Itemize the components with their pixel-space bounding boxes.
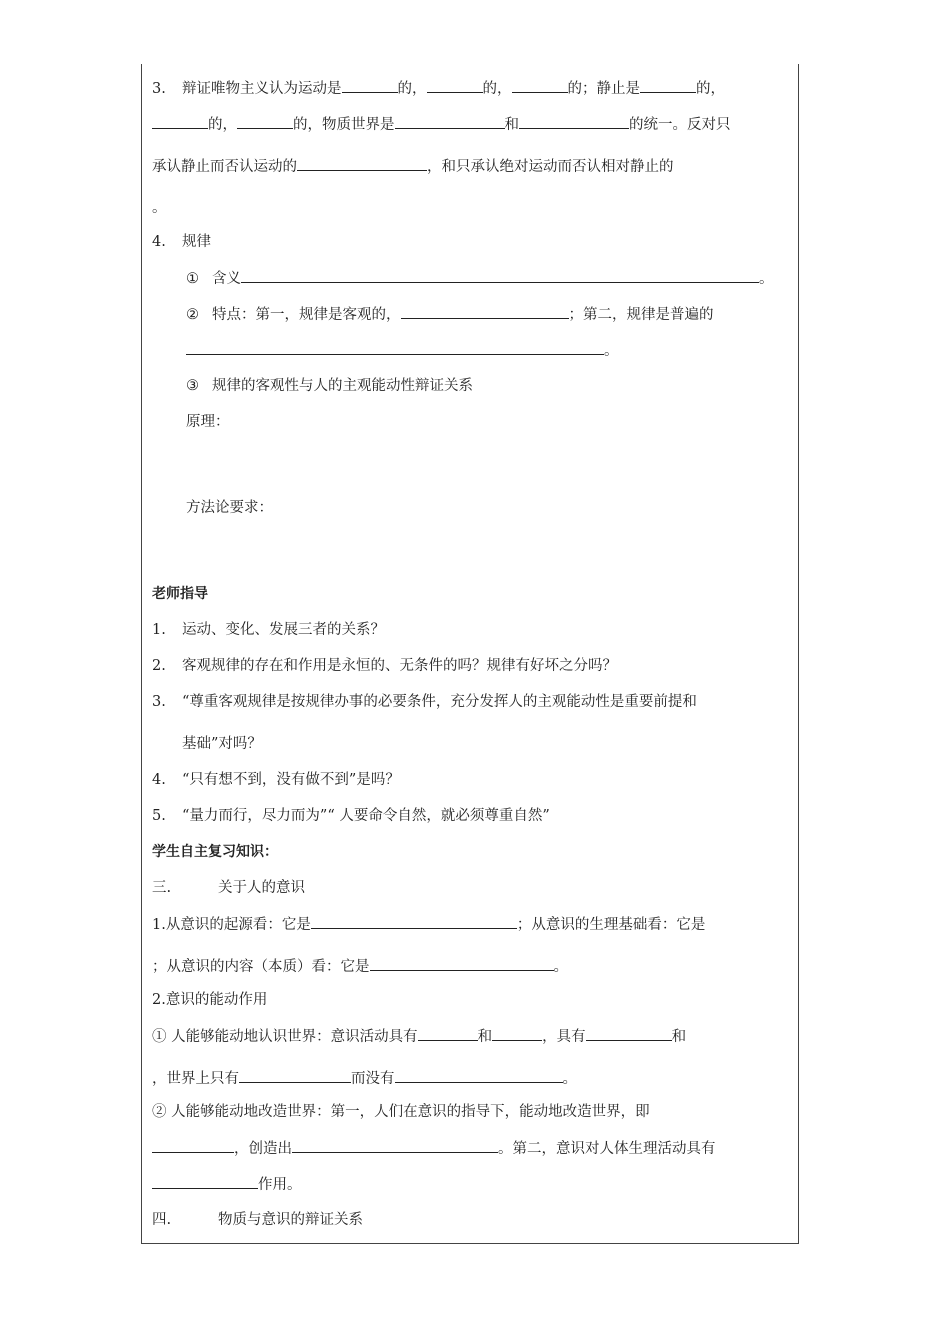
s3-line-1: 3. 辩证唯物主义认为运动是 的， 的， 的；静止是 的， xyxy=(152,78,725,99)
blank[interactable] xyxy=(292,1138,498,1153)
blank[interactable] xyxy=(512,78,568,93)
blank[interactable] xyxy=(640,78,696,93)
s4-heading: 4. 规律 xyxy=(152,234,211,250)
student-line-1: 1.从意识的起源看：它是 ；从意识的生理基础看：它是 xyxy=(152,914,705,935)
blank[interactable] xyxy=(186,340,604,355)
blank[interactable] xyxy=(241,268,759,283)
student-line-7: ，创造出 。第二，意识对人体生理活动具有 xyxy=(152,1138,716,1159)
teacher-item: 5. “量力而行，尽力而为”“ 人要命令自然，就必须尊重自然” xyxy=(152,808,550,824)
student-line-4: ① 人能够能动地认识世界：意识活动具有 和 ，具有 和 xyxy=(152,1026,686,1047)
student-line-6: ② 人能够能动地改造世界：第一，人们在意识的指导下，能动地改造世界，即 xyxy=(152,1104,650,1120)
blank[interactable] xyxy=(370,956,554,971)
blank[interactable] xyxy=(492,1026,542,1041)
blank[interactable] xyxy=(401,304,569,319)
s4-title: 规律 xyxy=(182,234,211,250)
blank[interactable] xyxy=(427,78,483,93)
teacher-heading: 老师指导 xyxy=(152,586,208,602)
section-3-heading: 三. 关于人的意识 xyxy=(152,880,305,896)
teacher-item: 2. 客观规律的存在和作用是永恒的、无条件的吗？规律有好坏之分吗？ xyxy=(152,658,617,674)
s3-number: 3. xyxy=(152,81,166,97)
teacher-item-cont: 基础”对吗？ xyxy=(182,736,262,752)
blank[interactable] xyxy=(418,1026,478,1041)
blank[interactable] xyxy=(342,78,398,93)
blank[interactable] xyxy=(586,1026,672,1041)
blank[interactable] xyxy=(152,114,208,129)
blank[interactable] xyxy=(152,1174,258,1189)
s3-line-4: 。 xyxy=(152,200,167,216)
student-line-8: 作用。 xyxy=(152,1174,302,1195)
principle-label: 原理： xyxy=(186,414,230,430)
blank[interactable] xyxy=(297,156,427,171)
teacher-item: 4. “只有想不到，没有做不到”是吗？ xyxy=(152,772,400,788)
blank[interactable] xyxy=(311,914,517,929)
blank[interactable] xyxy=(395,114,505,129)
s4-item-3: ③ 规律的客观性与人的主观能动性辩证关系 xyxy=(186,378,473,394)
teacher-item: 1. 运动、变化、发展三者的关系？ xyxy=(152,622,385,638)
teacher-item: 3. “尊重客观规律是按规律办事的必要条件，充分发挥人的主观能动性是重要前提和 xyxy=(152,694,697,710)
method-label: 方法论要求： xyxy=(186,500,273,516)
blank[interactable] xyxy=(395,1068,563,1083)
s3-line-2: 的， 的，物质世界是 和 的统一。反对只 xyxy=(152,114,731,135)
student-line-2: ；从意识的内容（本质）看：它是 。 xyxy=(152,956,568,977)
blank[interactable] xyxy=(152,1138,234,1153)
blank[interactable] xyxy=(237,114,293,129)
s4-item-2: ② 特点：第一，规律是客观的， ；第二，规律是普遍的 xyxy=(186,304,714,325)
section-4-heading: 四. 物质与意识的辩证关系 xyxy=(152,1212,363,1228)
student-heading: 学生自主复习知识： xyxy=(152,844,278,860)
document-frame xyxy=(141,64,799,1244)
s3-line-3: 承认静止而否认运动的 ，和只承认绝对运动而否认相对静止的 xyxy=(152,156,674,177)
student-line-5: ，世界上只有 而没有 。 xyxy=(152,1068,577,1089)
student-line-3: 2.意识的能动作用 xyxy=(152,992,268,1008)
blank[interactable] xyxy=(239,1068,351,1083)
blank[interactable] xyxy=(519,114,629,129)
s4-item-1: ① 含义 。 xyxy=(186,268,774,289)
s4-item-2-cont: 。 xyxy=(186,340,619,361)
